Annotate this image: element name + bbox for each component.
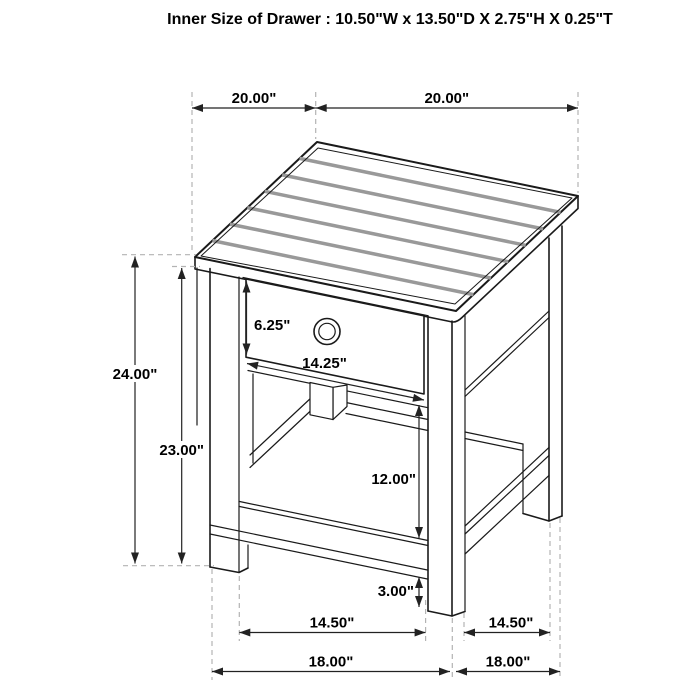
dimension-base-width-side: [456, 654, 560, 672]
dimension-label: 14.25": [302, 355, 347, 372]
back-apron-bottom-edge: [465, 439, 523, 451]
front-leg-foot: [428, 611, 465, 616]
dimension-label: 20.00": [231, 90, 277, 107]
table-drawing: [195, 142, 578, 616]
diagram-title: Inner Size of Drawer : 10.50"W x 13.50"D X 2.75"H X 0.25"T: [167, 11, 613, 28]
shelf-board-front-edge: [239, 506, 428, 545]
shelf-back-right-apron-edge: [346, 414, 428, 431]
shelf-back-left-edge: [250, 397, 312, 455]
dimension-label: 6.25": [254, 317, 291, 334]
side-apron-bottom-edge: [465, 311, 549, 390]
dimension-bottom-clearance-height: [378, 577, 419, 607]
shelf-top-front-edge: [239, 501, 428, 540]
dimension-top-width-right: [316, 90, 578, 108]
dimension-label: 12.00": [371, 471, 416, 488]
back-leg-front-face: [310, 383, 333, 420]
dimension-leg-height: [155, 268, 209, 564]
shelf-back-left-apron-edge: [250, 410, 312, 468]
dimension-shelf-clearance-height: [371, 405, 419, 538]
dimension-shelf-width-front: [239, 615, 425, 633]
shelf-apron-front-top-edge: [210, 525, 428, 570]
dimension-label: 24.00": [112, 366, 158, 383]
shelf-side-board-edge: [465, 455, 549, 534]
shelf-front: [210, 501, 428, 579]
side-apron-inner-edge: [465, 318, 549, 397]
front-leg: [428, 316, 465, 617]
right-leg-foot: [523, 514, 562, 522]
dimension-shelf-width-side: [464, 615, 550, 633]
dimension-label: 18.00": [485, 653, 531, 671]
dimension-base-width-front: [212, 654, 450, 672]
dimension-label: 14.50": [488, 614, 534, 632]
dimension-label: 18.00": [308, 653, 354, 671]
dimension-label: 14.50": [309, 614, 355, 632]
back-apron-top-edge: [465, 432, 523, 444]
dimension-top-width-left: [192, 90, 316, 108]
right-leg: [523, 226, 562, 521]
dimension-label: 20.00": [424, 90, 470, 107]
dimension-overall-height: [108, 257, 162, 564]
left-leg-foot: [210, 567, 248, 573]
shelf-apron-front-bottom-edge: [210, 534, 428, 579]
dimension-label: 23.00": [159, 442, 205, 459]
back-leg-side-face: [333, 385, 347, 420]
dimension-label: 3.00": [377, 583, 414, 600]
